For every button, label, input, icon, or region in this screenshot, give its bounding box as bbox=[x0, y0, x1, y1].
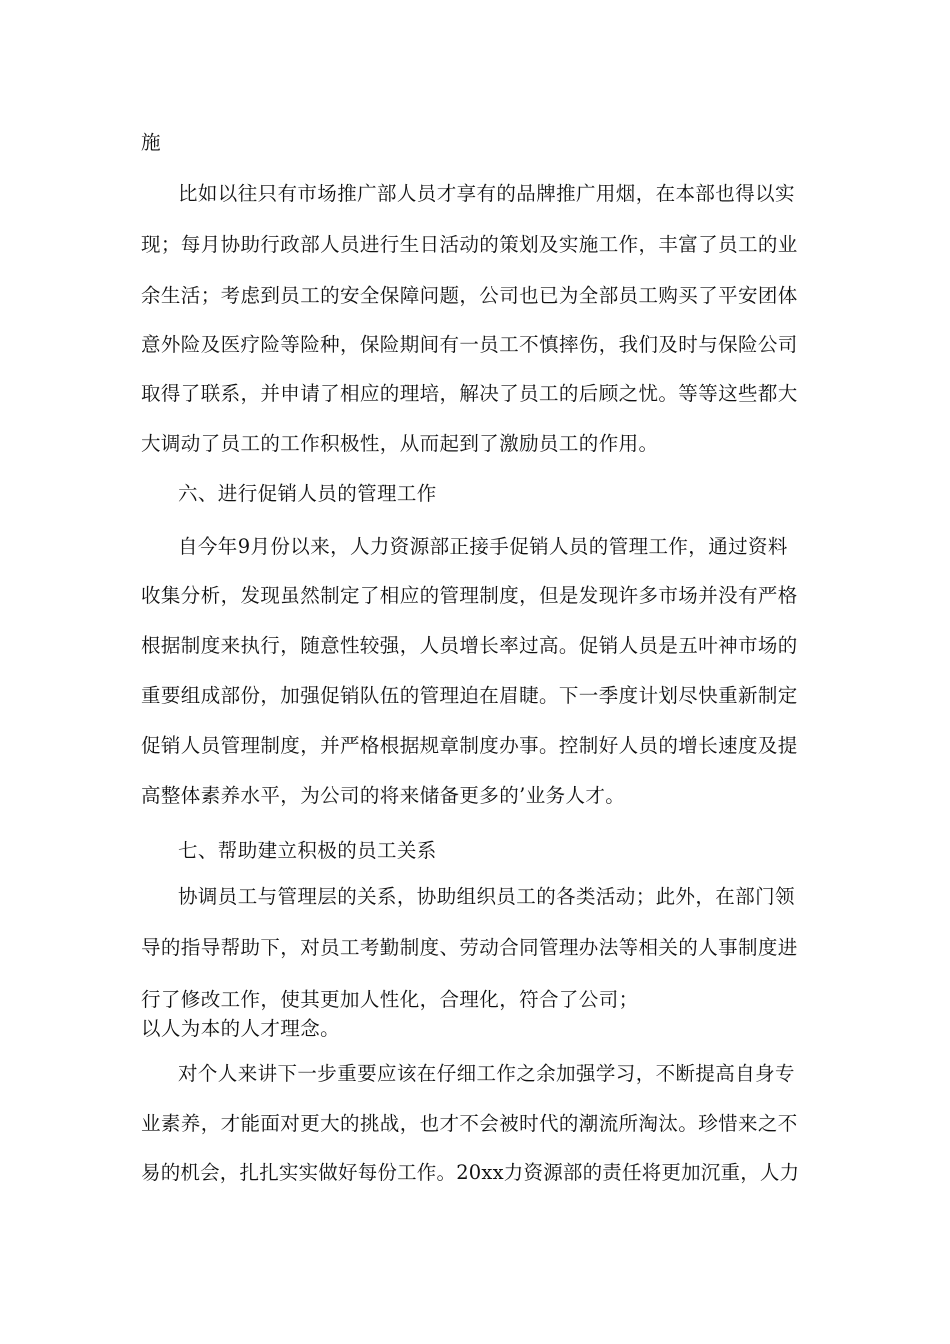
paragraph-promotion-line-2: 收集分析，发现虽然制定了相应的管理制度，但是发现许多市场并没有严格 bbox=[141, 584, 798, 607]
paragraph-personal-line-2: 业素养，才能面对更大的挑战，也才不会被时代的潮流所淘汰。珍惜来之不 bbox=[141, 1112, 798, 1135]
text-line-continuation: 施 bbox=[141, 131, 161, 154]
section-heading-6: 六、进行促销人员的管理工作 bbox=[178, 482, 437, 505]
paragraph-benefits-line-5: 取得了联系，并申请了相应的理培，解决了员工的后顾之忧。等等这些都大 bbox=[141, 382, 798, 405]
paragraph-benefits-line-6: 大调动了员工的工作积极性，从而起到了激励员工的作用。 bbox=[141, 432, 659, 455]
paragraph-benefits-line-3: 余生活；考虑到员工的安全保障问题，公司也已为全部员工购买了平安团体 bbox=[141, 284, 798, 307]
section-heading-7: 七、帮助建立积极的员工关系 bbox=[178, 839, 437, 862]
paragraph-relations-line-4: 以人为本的人才理念。 bbox=[141, 1017, 341, 1040]
paragraph-benefits-line-2: 现；每月协助行政部人员进行生日活动的策划及实施工作，丰富了员工的业 bbox=[141, 233, 798, 256]
paragraph-promotion-line-3: 根据制度来执行，随意性较强，人员增长率过高。促销人员是五叶神市场的 bbox=[141, 634, 798, 657]
paragraph-benefits-line-4: 意外险及医疗险等险种，保险期间有一员工不慎摔伤，我们及时与保险公司 bbox=[141, 333, 798, 356]
paragraph-personal-line-1: 对个人来讲下一步重要应该在仔细工作之余加强学习，不断提高自身专 bbox=[178, 1062, 795, 1085]
paragraph-benefits-line-1: 比如以往只有市场推广部人员才享有的品牌推广用烟，在本部也得以实 bbox=[178, 182, 795, 205]
paragraph-relations-line-3: 行了修改工作，使其更加人性化，合理化，符合了公司； bbox=[141, 988, 639, 1011]
paragraph-relations-line-2: 导的指导帮助下，对员工考勤制度、劳动合同管理办法等相关的人事制度进 bbox=[141, 936, 798, 959]
paragraph-promotion-line-6: 高整体素养水平，为公司的将来储备更多的’业务人才。 bbox=[141, 784, 626, 807]
paragraph-promotion-line-1: 自今年9月份以来，人力资源部正接手促销人员的管理工作，通过资料 bbox=[178, 535, 788, 558]
paragraph-promotion-line-4: 重要组成部份，加强促销队伍的管理迫在眉睫。下一季度计划尽快重新制定 bbox=[141, 684, 798, 707]
paragraph-promotion-line-5: 促销人员管理制度，并严格根据规章制度办事。控制好人员的增长速度及提 bbox=[141, 734, 798, 757]
paragraph-relations-line-1: 协调员工与管理层的关系，协助组织员工的各类活动；此外，在部门领 bbox=[178, 885, 795, 908]
paragraph-personal-line-3: 易的机会，扎扎实实做好每份工作。20xx力资源部的责任将更加沉重，人力 bbox=[141, 1161, 800, 1184]
